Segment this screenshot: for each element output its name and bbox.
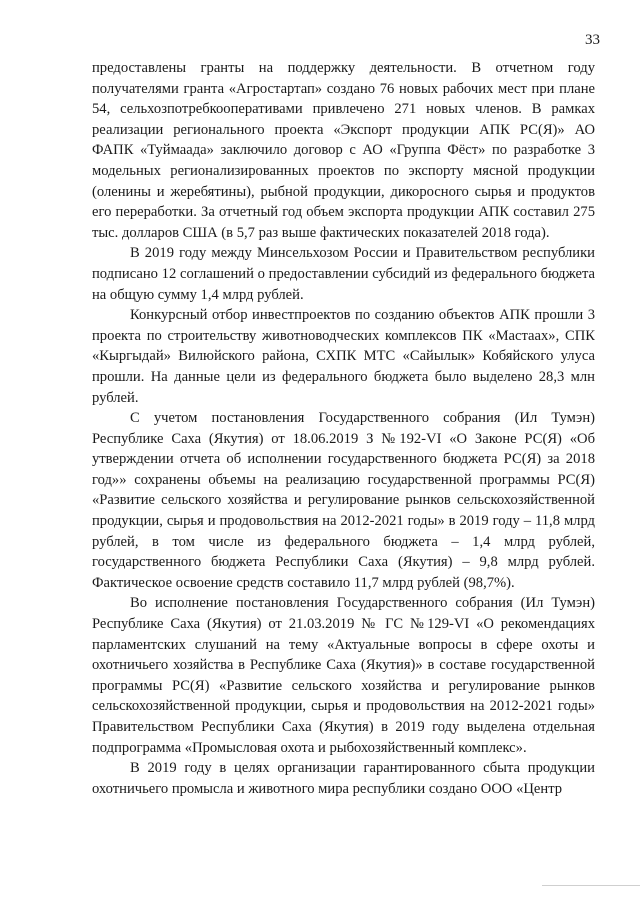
paragraph-hunting-subprogram: Во исполнение постановления Государственного собрания (Ил Тумэн) Республике Саха (Якутия) от 21.03.2019 № ГС №129-VI «О рекомендациях парламентских слушаний на тему «Актуальные вопросы в сфере охоты и охотничьего хозяйства в Республике Саха (Якутия)» в составе государственной программы РС(Я) «Развитие сельского хозяйства и регулирование рынков сельскохозяйственной продукции, сырья и продовольствия на 2012-2021 годы» Правительством Республики Саха (Якутия) в 2019 году выделена отдельная подпрограмма «Промысловая охота и рыбохозяйственный комплекс». bbox=[92, 595, 595, 756]
page-number: 33 bbox=[585, 32, 600, 48]
paragraph-hunting-products-center: В 2019 году в целях организации гарантированного сбыта продукции охотничьего промысла и животного мира республики создано ООО «Центр bbox=[92, 760, 595, 797]
paragraph-investment-projects: Конкурсный отбор инвестпроектов по созданию объектов АПК прошли 3 проекта по строительству животноводческих комплексов ПК «Мастаах», СПК «Кыргыдай» Вилюйского района, СХПК МТС «Сайылык» Кобяйского улуса прошли. На данные цели из федерального бюджета было выделено 28,3 млн рублей. bbox=[92, 307, 595, 406]
scan-edge-line bbox=[542, 885, 640, 886]
paragraph-grants: предоставлены гранты на поддержку деятельности. В отчетном году получателями гранта «Агростартап» создано 76 новых рабочих мест при плане 54, сельхозпотребкооперативами привлечено 271 новых членов. В рамках реализации регионального проекта «Экспорт продукции АПК РС(Я)» АО ФАПК «Туймаада» заключило договор с АО «Группа Фёст» по разработке 3 модельных регионализированных проектов по экспорту мясной продукции (оленины и жеребятины), рыбной продукции, дикоросного сырья и продуктов его переработки. За отчетный год объем экспорта продукции АПК составил 275 тыс. долларов США (в 5,7 раз выше фактических показателей 2018 года). bbox=[92, 60, 595, 241]
paragraph-subsidy-agreements: В 2019 году между Минсельхозом России и Правительством республики подписано 12 соглашений о предоставлении субсидий из федерального бюджета на общую сумму 1,4 млрд рублей. bbox=[92, 245, 595, 303]
paragraph-state-program-funding: С учетом постановления Государственного собрания (Ил Тумэн) Республике Саха (Якутия) от 18.06.2019 З №192-VI «О Законе РС(Я) «Об утверждении отчета об исполнении государственного бюджета РС(Я) за 2018 год»» сохранены объемы на реализацию государственной программы РС(Я) «Развитие сельского хозяйства и регулирование рынков сельскохозяйственной продукции, сырья и продовольствия на 2012-2021 годы» в 2019 году – 11,8 млрд рублей, в том числе из федерального бюджета – 1,4 млрд рублей, государственного бюджета Республики Саха (Якутия) – 9,8 млрд рублей. Фактическое освоение средств составило 11,7 млрд рублей (98,7%). bbox=[92, 410, 595, 591]
document-body bbox=[92, 58, 595, 799]
